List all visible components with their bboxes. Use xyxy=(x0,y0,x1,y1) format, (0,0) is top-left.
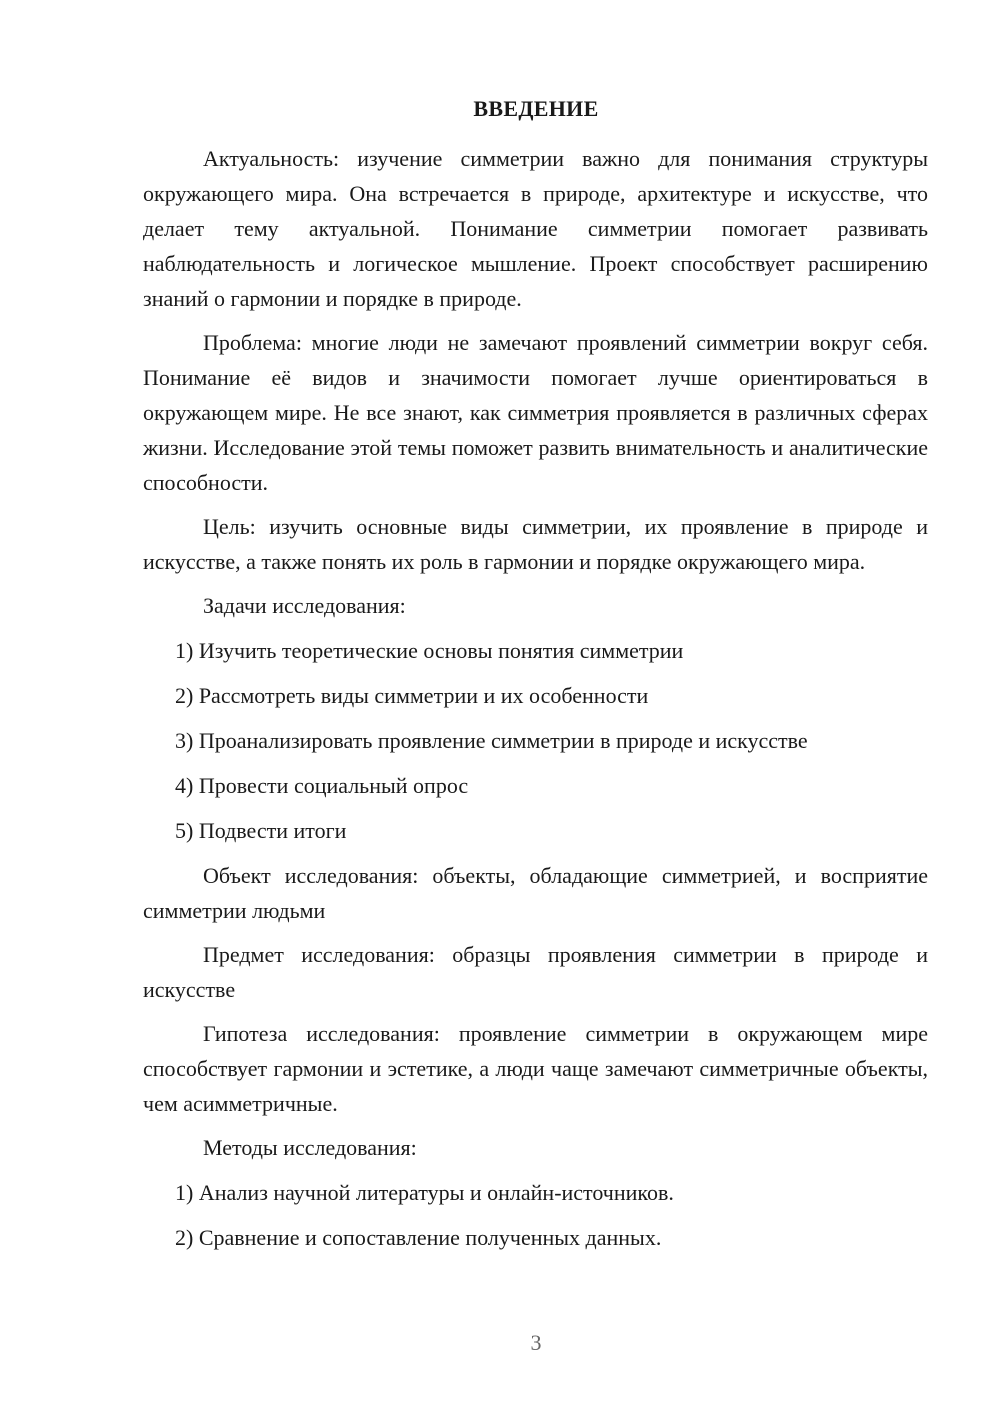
document-body xyxy=(143,141,928,1265)
method-item: 1) Анализ научной литературы и онлайн-источников. xyxy=(175,1180,674,1205)
object-paragraph: Объект исследования: объекты, обладающие симметрией, и восприятие симметрии людьми xyxy=(143,863,928,923)
relevance-paragraph: Актуальность: изучение симметрии важно для понимания структуры окружающего мира. Она встречается в природе, архитектуре и искусстве, что делает тему актуальной. Понимание симметрии помогает развивать наблюдательность и логическое мышление. Проект способствует расширению знаний о гармонии и порядке в природе. xyxy=(143,146,928,311)
tasks-label: Задачи исследования: xyxy=(203,593,406,618)
hypothesis-paragraph: Гипотеза исследования: проявление симметрии в окружающем мире способствует гармонии и эстетике, а люди чаще замечают симметричные объекты, чем асимметричные. xyxy=(143,1021,928,1116)
task-item: 1) Изучить теоретические основы понятия симметрии xyxy=(175,638,684,663)
page-number: 3 xyxy=(530,1330,542,1355)
task-item: 3) Проанализировать проявление симметрии в природе и искусстве xyxy=(175,728,808,753)
page-title: ВВЕДЕНИЕ xyxy=(473,96,599,121)
method-item: 2) Сравнение и сопоставление полученных данных. xyxy=(175,1225,662,1250)
methods-label: Методы исследования: xyxy=(203,1135,417,1160)
task-item: 2) Рассмотреть виды симметрии и их особенности xyxy=(175,683,649,708)
problem-paragraph: Проблема: многие люди не замечают проявлений симметрии вокруг себя. Понимание её видов и значимости помогает лучше ориентироваться в окружающем мире. Не все знают, как симметрия проявляется в различных сферах жизни. Исследование этой темы поможет развить внимательность и аналитические способности. xyxy=(143,330,928,495)
goal-paragraph: Цель: изучить основные виды симметрии, их проявление в природе и искусстве, а также понять их роль в гармонии и порядке окружающего мира. xyxy=(143,514,928,574)
task-item: 4) Провести социальный опрос xyxy=(175,773,469,798)
task-item: 5) Подвести итоги xyxy=(175,818,347,843)
subject-paragraph: Предмет исследования: образцы проявления симметрии в природе и искусстве xyxy=(143,942,928,1002)
